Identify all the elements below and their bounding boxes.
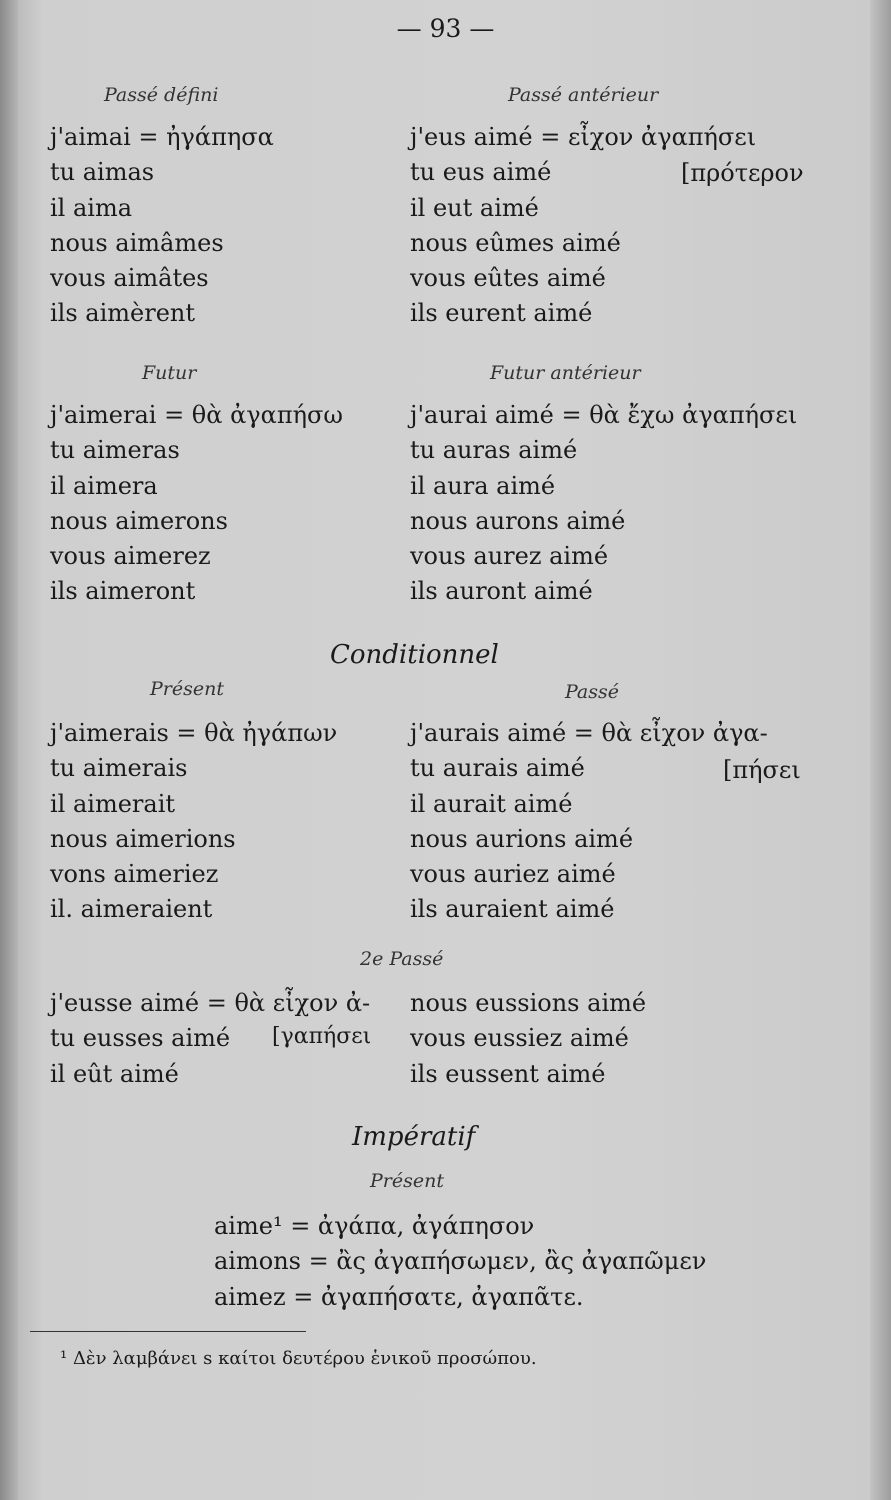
futur-anterieur-list (410, 398, 797, 610)
page-edge (870, 0, 891, 1500)
passe-anterieur-heading: Passé antérieur (508, 84, 659, 106)
conjugation-line: nous eussions aimé (410, 989, 647, 1017)
imperatif-list (214, 1209, 706, 1315)
conjugation-line: j'aurai aimé = θὰ ἔχω ἀγαπήσει (410, 401, 798, 429)
conjugation-line: vous aurez aimé (410, 542, 609, 571)
conjugation-line: j'aurais aimé = θὰ εἶχον ἀγα- (410, 719, 768, 747)
conjugation-line: il eût aimé (50, 1059, 179, 1088)
conjugation-line: ils eurent aimé (410, 299, 593, 328)
conjugation-line: j'aimai = ἠγάπησα (50, 123, 274, 151)
conjugation-line: nous aimerions (50, 824, 236, 853)
conjugation-line: il aura aimé (410, 471, 556, 500)
conjugation-line: il. aimeraient (50, 895, 213, 924)
conjugation-line: vous eûtes aimé (410, 264, 606, 293)
conjugation-line: il aimerait (50, 789, 176, 818)
conjugation-line: tu eus aimé (410, 158, 552, 187)
footnote-rule (30, 1331, 306, 1332)
second-passe-heading: 2e Passé (360, 948, 444, 970)
conjugation-line: j'eus aimé = εἶχον ἀγαπήσει (410, 123, 757, 151)
conjugation-line: vous eussiez aimé (410, 1024, 629, 1053)
conditionnel-present-list (50, 716, 337, 928)
conjugation-line: ils aimèrent (50, 299, 196, 328)
greek-continuation: [πρότερον (681, 159, 804, 187)
conjugation-line: il aimera (50, 471, 158, 500)
conjugation-line: aimons = ἂς ἀγαπήσωμεν, ἂς ἀγαπῶμεν (214, 1247, 707, 1276)
conjugation-line: tu aimas (50, 158, 155, 187)
conditionnel-passe-list (410, 716, 768, 928)
conjugation-line: nous aimerons (50, 506, 228, 535)
conjugation-line: ils eussent aimé (410, 1059, 606, 1088)
conjugation-line: tu aimerais (50, 754, 188, 783)
imperatif-present-heading: Présent (370, 1170, 444, 1192)
imperatif-heading: Impératif (352, 1122, 476, 1152)
conjugation-line: nous aurions aimé (410, 824, 634, 853)
conjugation-line: tu auras aimé (410, 436, 578, 465)
futur-heading: Futur (142, 362, 197, 384)
conditionnel-heading: Conditionnel (330, 640, 499, 670)
conjugation-line: j'aimerais = θὰ ἠγάπων (50, 719, 338, 747)
greek-continuation: [πήσει (723, 756, 801, 784)
conjugation-line: tu aimeras (50, 436, 180, 465)
conjugation-line: ils auraient aimé (410, 895, 615, 924)
conjugation-line: vous aimerez (50, 542, 211, 571)
footnote: ¹ Δὲν λαμβάνει s καίτοι δευτέρου ἑνικοῦ προσώπου. (60, 1348, 537, 1369)
conjugation-line: j'eusse aimé = θὰ εἶχον ἀ- (50, 989, 371, 1017)
conjugation-line: j'aimerai = θὰ ἀγαπήσω (50, 401, 343, 429)
book-gutter (0, 0, 18, 1500)
conjugation-line: nous aimâmes (50, 228, 224, 257)
conjugation-line: vous aimâtes (50, 264, 209, 293)
conjugation-line: vous auriez aimé (410, 860, 616, 889)
second-passe-right-list (410, 986, 646, 1092)
conjugation-line: vons aimeriez (50, 860, 219, 889)
futur-list (50, 398, 343, 610)
conjugation-line: aime¹ = ἀγάπα, ἀγάπησον (214, 1212, 535, 1240)
conjugation-line: il aima (50, 193, 133, 222)
conjugation-line: il eut aimé (410, 193, 539, 222)
page-number: — 93 — (396, 14, 495, 43)
greek-continuation: [γαπήσει (272, 1024, 372, 1049)
conjugation-line: aimez = ἀγαπήσατε, ἀγαπᾶτε. (214, 1282, 584, 1311)
conjugation-line: tu aurais aimé (410, 754, 585, 783)
passe-defini-heading: Passé défini (104, 84, 219, 106)
conjugation-line: ils auront aimé (410, 577, 593, 606)
passe-anterieur-list (410, 120, 756, 332)
passe-defini-list (50, 120, 274, 332)
conjugation-line: tu eusses aimé (50, 1024, 231, 1053)
futur-anterieur-heading: Futur antérieur (490, 362, 641, 384)
conjugation-line: il aurait aimé (410, 789, 573, 818)
conjugation-line: nous eûmes aimé (410, 228, 621, 257)
conjugation-line: nous aurons aimé (410, 506, 626, 535)
conditionnel-passe-heading: Passé (565, 681, 620, 703)
conditionnel-present-heading: Présent (150, 678, 224, 700)
conjugation-line: ils aimeront (50, 577, 196, 606)
